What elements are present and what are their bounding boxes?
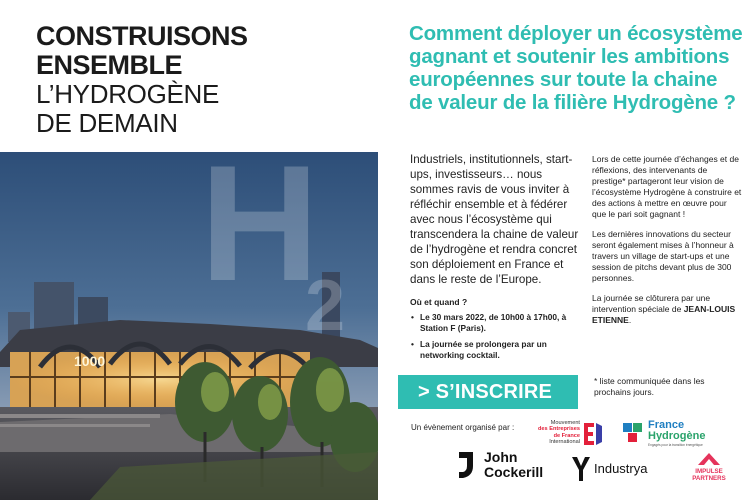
details-paragraph-2: Les dernières innovations du secteur seront également mises à l’honneur à travers un village de start-ups et une session de pitchs devant plus de 300 personnes. [592,229,734,283]
when-label: Où et quand ? [410,297,468,307]
medef-line-2: des Entreprises [538,426,580,433]
industrya-name: Industrya [594,461,648,476]
france-hydrogene-icon [622,421,646,443]
impulse-partners-logo [684,451,734,487]
impulse-line-2: PARTNERS [692,475,726,482]
headline-line-4: DE DEMAIN [36,108,178,138]
station-sign: 1000 [74,353,106,369]
impulse-line-1: IMPULSE [695,468,723,475]
when-bullet-date: • Le 30 mars 2022, de 10h00 à 17h00, à Station F (Paris). [410,312,580,334]
footnote: * liste communiquée dans les prochains jours. [594,376,705,397]
when-bullet-cocktail: • La journée se prolongera par un networking cocktail. [410,339,580,361]
industrya-y-icon [570,455,592,483]
medef-line-3: de France [553,432,580,439]
france-hydrogene-line-2: Hydrogène [648,430,706,442]
france-hydrogene-logo [622,418,742,450]
john-cockerill-logo [455,448,555,488]
organisers-label: Un évènement organisé par : [411,423,515,432]
details-column [592,154,742,335]
impulse-partners-icon [696,451,722,467]
john-cockerill-icon [455,450,479,480]
headline-line-1: CONSTRUISONS [36,21,248,51]
medef-line-4: International [549,439,580,446]
headline [36,22,366,138]
france-hydrogene-tagline: Engagés pour la transition énergétique [648,443,703,447]
medef-international-logo [522,420,607,448]
france-hydrogene-line-1: France [648,419,685,431]
headline-line-3: L’HYDROGÈNE [36,79,220,109]
closing-period: . [628,315,632,325]
h2-subscript: 2 [305,266,346,346]
intro-column [410,152,580,361]
medef-e-icon [582,421,604,447]
station-f-photo [0,152,378,500]
intro-text: Industriels, institutionnels, start-ups, investisseurs… nous sommes ravis de vous inviter à réfléchir ensemble et à fédérer avec nous l’écosystème qui transcendera la chaine de valeur de l’hydrogène et rendra concret son déploiement en France et dans le reste de l’Europe. [410,153,579,286]
headline-line-2: ENSEMBLE [36,50,183,80]
john-cockerill-line-2: Cockerill [484,464,544,480]
register-button[interactable]: > S’INSCRIRE [398,375,578,409]
details-paragraph-3 [592,293,742,326]
industrya-logo [570,455,670,483]
page-title: Comment déployer un écosystème gagnant et soutenir les ambitions européennes sur toute la chaine de valeur de la filière Hydrogène ? [409,22,743,114]
details-paragraph-1: Lors de cette journée d’échanges et de réflexions, des intervenants de prestige* partageront leur vision de l’écosystème Hydrogène à construire et des actions à mettre en œuvre pour que le pari soit gagnant ! [592,154,742,219]
medef-line-1: Mouvement [550,420,580,426]
h2-letter: H [200,152,320,315]
john-cockerill-line-1: John [484,449,518,465]
speaker-name: JEAN-LOUIS ETIENNE [592,304,736,325]
closing-text: La journée se clôturera par une intervention spéciale de [592,293,711,314]
